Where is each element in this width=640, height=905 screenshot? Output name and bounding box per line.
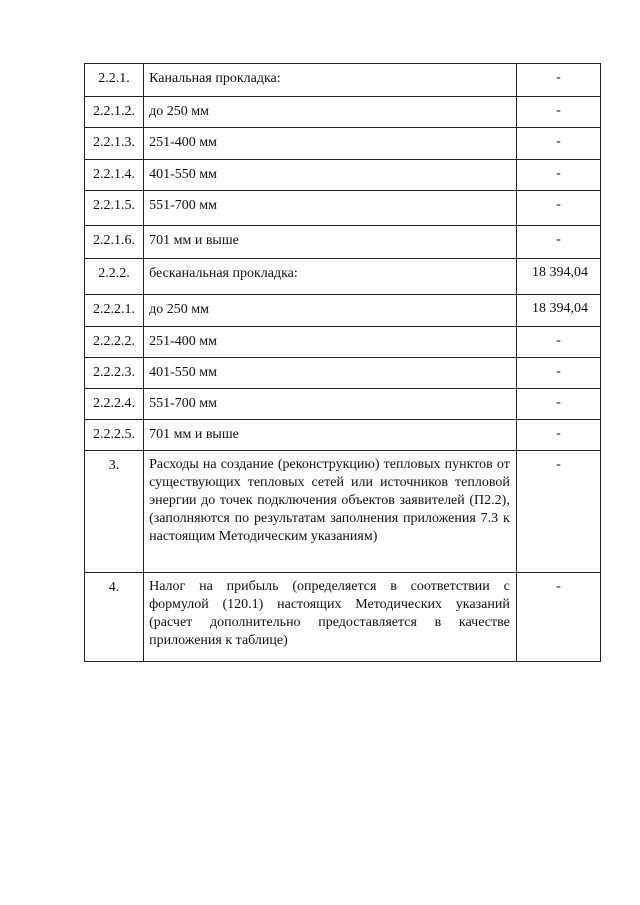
table-row <box>85 327 601 358</box>
table-row <box>85 191 601 226</box>
table-row <box>85 358 601 389</box>
row-value: - <box>516 191 600 226</box>
row-number: 2.2.1.6. <box>85 226 144 259</box>
row-value: 18 394,04 <box>516 259 600 295</box>
row-number: 4. <box>85 573 144 662</box>
row-number: 2.2.2. <box>85 259 144 295</box>
row-value: - <box>516 358 600 389</box>
row-description: 701 мм и выше <box>144 420 517 451</box>
row-description: Расходы на создание (реконструкцию) тепловых пунктов от существующих тепловых сетей или источников тепловой энергии до точек подключения объектов заявителей (П2.2), (заполняются по результатам заполнения приложения 7.3 к настоящим Методическим указаниям) <box>144 451 517 573</box>
row-description: бесканальная прокладка: <box>144 259 517 295</box>
table-row <box>85 451 601 573</box>
row-description: до 250 мм <box>144 97 517 128</box>
row-value: - <box>516 64 600 97</box>
row-description: Канальная прокладка: <box>144 64 517 97</box>
row-number: 2.2.2.1. <box>85 295 144 327</box>
table-row <box>85 295 601 327</box>
row-description: 401-550 мм <box>144 160 517 191</box>
row-value: - <box>516 389 600 420</box>
row-value: - <box>516 451 600 573</box>
table-row <box>85 160 601 191</box>
table-row <box>85 420 601 451</box>
row-value: - <box>516 420 600 451</box>
row-number: 2.2.2.4. <box>85 389 144 420</box>
row-description: 401-550 мм <box>144 358 517 389</box>
row-value: - <box>516 327 600 358</box>
row-description: до 250 мм <box>144 295 517 327</box>
row-number: 2.2.1.3. <box>85 128 144 160</box>
row-number: 2.2.2.3. <box>85 358 144 389</box>
row-value: - <box>516 226 600 259</box>
row-value: - <box>516 160 600 191</box>
table-row <box>85 259 601 295</box>
row-description: Налог на прибыль (определяется в соответствии с формулой (120.1) настоящих Методических указаний (расчет дополнительно предоставляется в качестве приложения к таблице) <box>144 573 517 662</box>
row-description: 251-400 мм <box>144 327 517 358</box>
table-row <box>85 64 601 97</box>
row-value: 18 394,04 <box>516 295 600 327</box>
row-number: 2.2.1.5. <box>85 191 144 226</box>
table-row <box>85 226 601 259</box>
row-value: - <box>516 573 600 662</box>
table-row <box>85 97 601 128</box>
row-description: 701 мм и выше <box>144 226 517 259</box>
row-value: - <box>516 97 600 128</box>
row-description: 251-400 мм <box>144 128 517 160</box>
row-number: 2.2.2.2. <box>85 327 144 358</box>
table-row <box>85 128 601 160</box>
row-description: 551-700 мм <box>144 389 517 420</box>
row-number: 2.2.1. <box>85 64 144 97</box>
row-number: 2.2.1.4. <box>85 160 144 191</box>
row-number: 2.2.1.2. <box>85 97 144 128</box>
row-number: 2.2.2.5. <box>85 420 144 451</box>
row-description: 551-700 мм <box>144 191 517 226</box>
row-value: - <box>516 128 600 160</box>
table-row <box>85 389 601 420</box>
table-row <box>85 573 601 662</box>
row-number: 3. <box>85 451 144 573</box>
cost-table <box>84 63 601 662</box>
